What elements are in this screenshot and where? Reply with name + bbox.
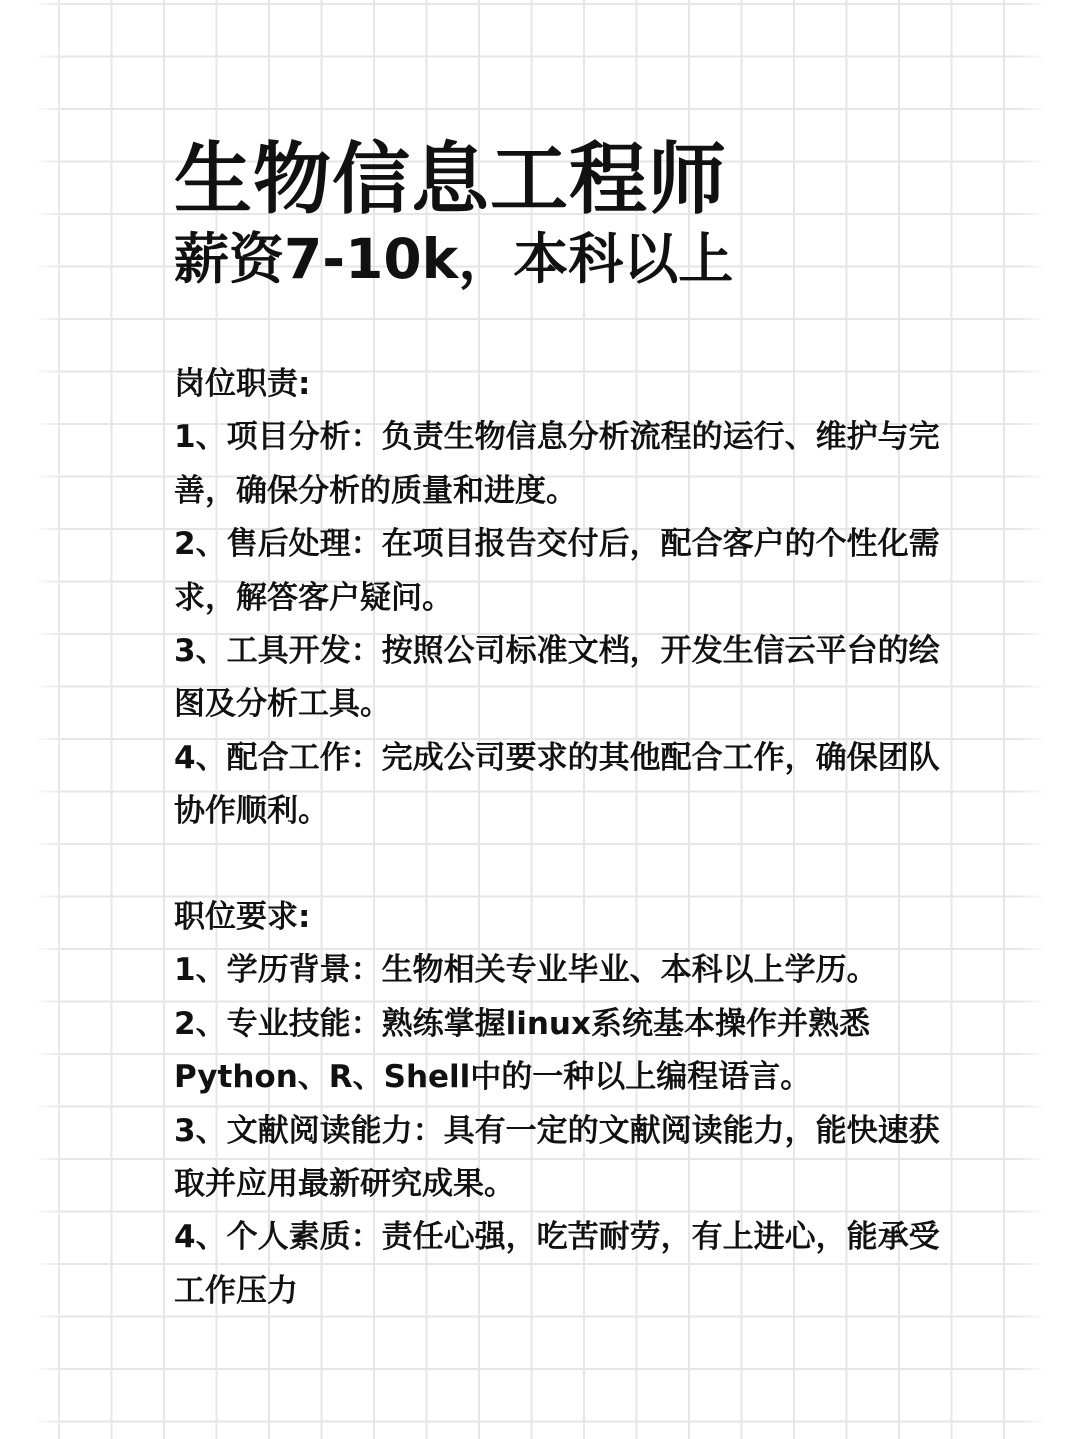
- requirement-item: 3、文献阅读能力：具有一定的文献阅读能力，能快速获取并应用最新研究成果。: [174, 1112, 940, 1203]
- responsibility-item: 3、工具开发：按照公司标准文档，开发生信云平台的绘图及分析工具。: [174, 633, 940, 723]
- salary-subtitle: 薪资7-10k，本科以上: [174, 227, 734, 291]
- requirements-heading: 职位要求:: [174, 899, 311, 935]
- responsibilities-section: [174, 358, 944, 839]
- requirements-section: [174, 891, 944, 1318]
- responsibility-item: 4、配合工作：完成公司要求的其他配合工作，确保团队协作顺利。: [174, 739, 940, 830]
- job-title: 生物信息工程师: [174, 135, 728, 225]
- responsibility-item: 1、项目分析：负责生物信息分析流程的运行、维护与完善，确保分析的质量和进度。: [174, 419, 940, 509]
- requirement-item: 1、学历背景：生物相关专业毕业、本科以上学历。: [174, 952, 878, 989]
- left-fade-edge: [0, 0, 62, 1439]
- responsibility-item: 2、售后处理：在项目报告交付后，配合客户的个性化需求，解答客户疑问。: [174, 526, 940, 616]
- requirement-item: 4、个人素质：责任心强，吃苦耐劳，有上进心，能承受工作压力: [174, 1219, 940, 1309]
- requirement-item: 2、专业技能：熟练掌握linux系统基本操作并熟悉Python、R、Shell中的一种以上编程语言。: [174, 1005, 870, 1096]
- responsibilities-heading: 岗位职责:: [174, 366, 311, 402]
- right-fade-edge: [1018, 0, 1080, 1439]
